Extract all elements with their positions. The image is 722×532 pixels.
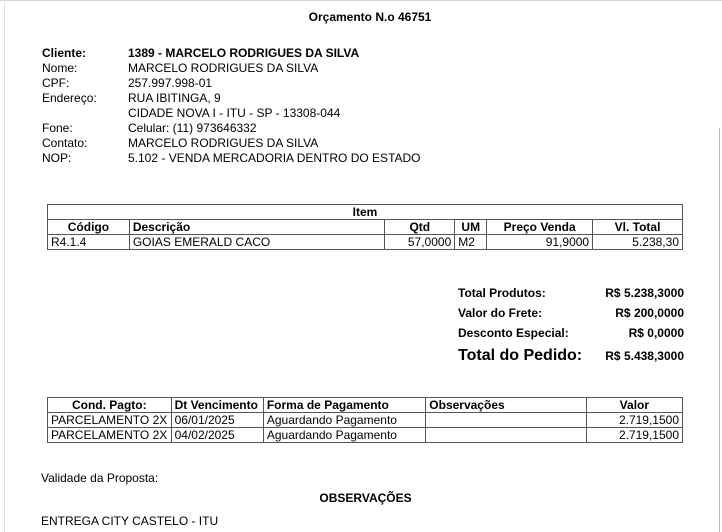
cpf-label: CPF: (42, 76, 70, 90)
payment-header-row (48, 398, 683, 413)
endereco-label: Endereço: (42, 91, 97, 105)
contato-value: MARCELO RODRIGUES DA SILVA (128, 136, 319, 150)
cliente-label: Cliente: (42, 46, 87, 60)
desconto-label: Desconto Especial: (458, 326, 569, 340)
fone-value: Celular: (11) 973646332 (128, 121, 257, 135)
table-row (48, 413, 683, 428)
valor-frete-row (458, 303, 684, 323)
header-codigo: Código (48, 220, 130, 235)
cell-forma-pagamento: Aguardando Pagamento (263, 413, 425, 428)
header-dt-vencimento: Dt Vencimento (171, 398, 263, 413)
cpf-value: 257.997.998-01 (128, 76, 213, 90)
cell-forma-pagamento: Aguardando Pagamento (263, 428, 425, 443)
items-caption-row (48, 205, 683, 220)
desconto-row (458, 323, 684, 343)
total-produtos-value: R$ 5.238,3000 (605, 286, 684, 300)
observacoes-text: ENTREGA CITY CASTELO - ITU (41, 514, 219, 528)
header-observacoes: Observações (426, 398, 586, 413)
cell-um: M2 (455, 235, 487, 250)
items-table (47, 204, 683, 250)
total-produtos-row (458, 283, 684, 303)
cell-vl-total: 5.238,30 (593, 235, 683, 250)
header-descricao: Descrição (129, 220, 385, 235)
cell-codigo: R4.1.4 (48, 235, 130, 250)
total-pedido-row (458, 343, 684, 369)
table-row (48, 428, 683, 443)
nome-label: Nome: (42, 61, 78, 75)
observacoes-title: OBSERVAÇÕES (319, 491, 412, 505)
total-pedido-label: Total do Pedido: (458, 347, 583, 364)
total-produtos-label: Total Produtos: (458, 286, 546, 300)
cell-valor: 2.719,1500 (586, 428, 682, 443)
scrollbar-track[interactable] (719, 128, 720, 532)
items-caption: Item (48, 205, 683, 220)
header-qtd: Qtd (385, 220, 455, 235)
cell-dt-vencimento: 06/01/2025 (171, 413, 263, 428)
header-um: UM (455, 220, 487, 235)
header-preco-venda: Preço Venda (487, 220, 593, 235)
valor-frete-value: R$ 200,0000 (615, 306, 684, 320)
endereco-line2: CIDADE NOVA I - ITU - SP - 13308-044 (128, 106, 341, 120)
cell-cond-pagto: PARCELAMENTO 2X (48, 428, 172, 443)
table-row (48, 235, 683, 250)
payment-table (47, 397, 683, 443)
cell-preco-venda: 91,9000 (487, 235, 593, 250)
total-pedido-value: R$ 5.438,3000 (605, 349, 684, 363)
nop-label: NOP: (42, 151, 72, 165)
nop-value: 5.102 - VENDA MERCADORIA DENTRO DO ESTADO (128, 151, 421, 165)
valor-frete-label: Valor do Frete: (458, 306, 543, 320)
page-title: Orçamento N.o 46751 (308, 10, 432, 24)
contato-label: Contato: (42, 136, 88, 150)
cell-descricao: GOIAS EMERALD CACO (129, 235, 385, 250)
page-top-border (0, 0, 722, 1)
page-left-border (4, 0, 5, 532)
header-valor: Valor (586, 398, 682, 413)
endereco-line1: RUA IBITINGA, 9 (128, 91, 221, 105)
validade-label: Validade da Proposta: (41, 471, 159, 485)
nome-value: MARCELO RODRIGUES DA SILVA (128, 61, 319, 75)
cell-observacoes (426, 413, 586, 428)
cell-dt-vencimento: 04/02/2025 (171, 428, 263, 443)
header-cond-pagto: Cond. Pagto: (48, 398, 172, 413)
items-header-row (48, 220, 683, 235)
cell-observacoes (426, 428, 586, 443)
totals-block (458, 283, 684, 369)
cliente-value: 1389 - MARCELO RODRIGUES DA SILVA (128, 46, 360, 60)
fone-label: Fone: (42, 121, 73, 135)
desconto-value: R$ 0,0000 (628, 326, 684, 340)
header-vl-total: Vl. Total (593, 220, 683, 235)
cell-valor: 2.719,1500 (586, 413, 682, 428)
cell-qtd: 57,0000 (385, 235, 455, 250)
header-forma-pagamento: Forma de Pagamento (263, 398, 425, 413)
cell-cond-pagto: PARCELAMENTO 2X (48, 413, 172, 428)
